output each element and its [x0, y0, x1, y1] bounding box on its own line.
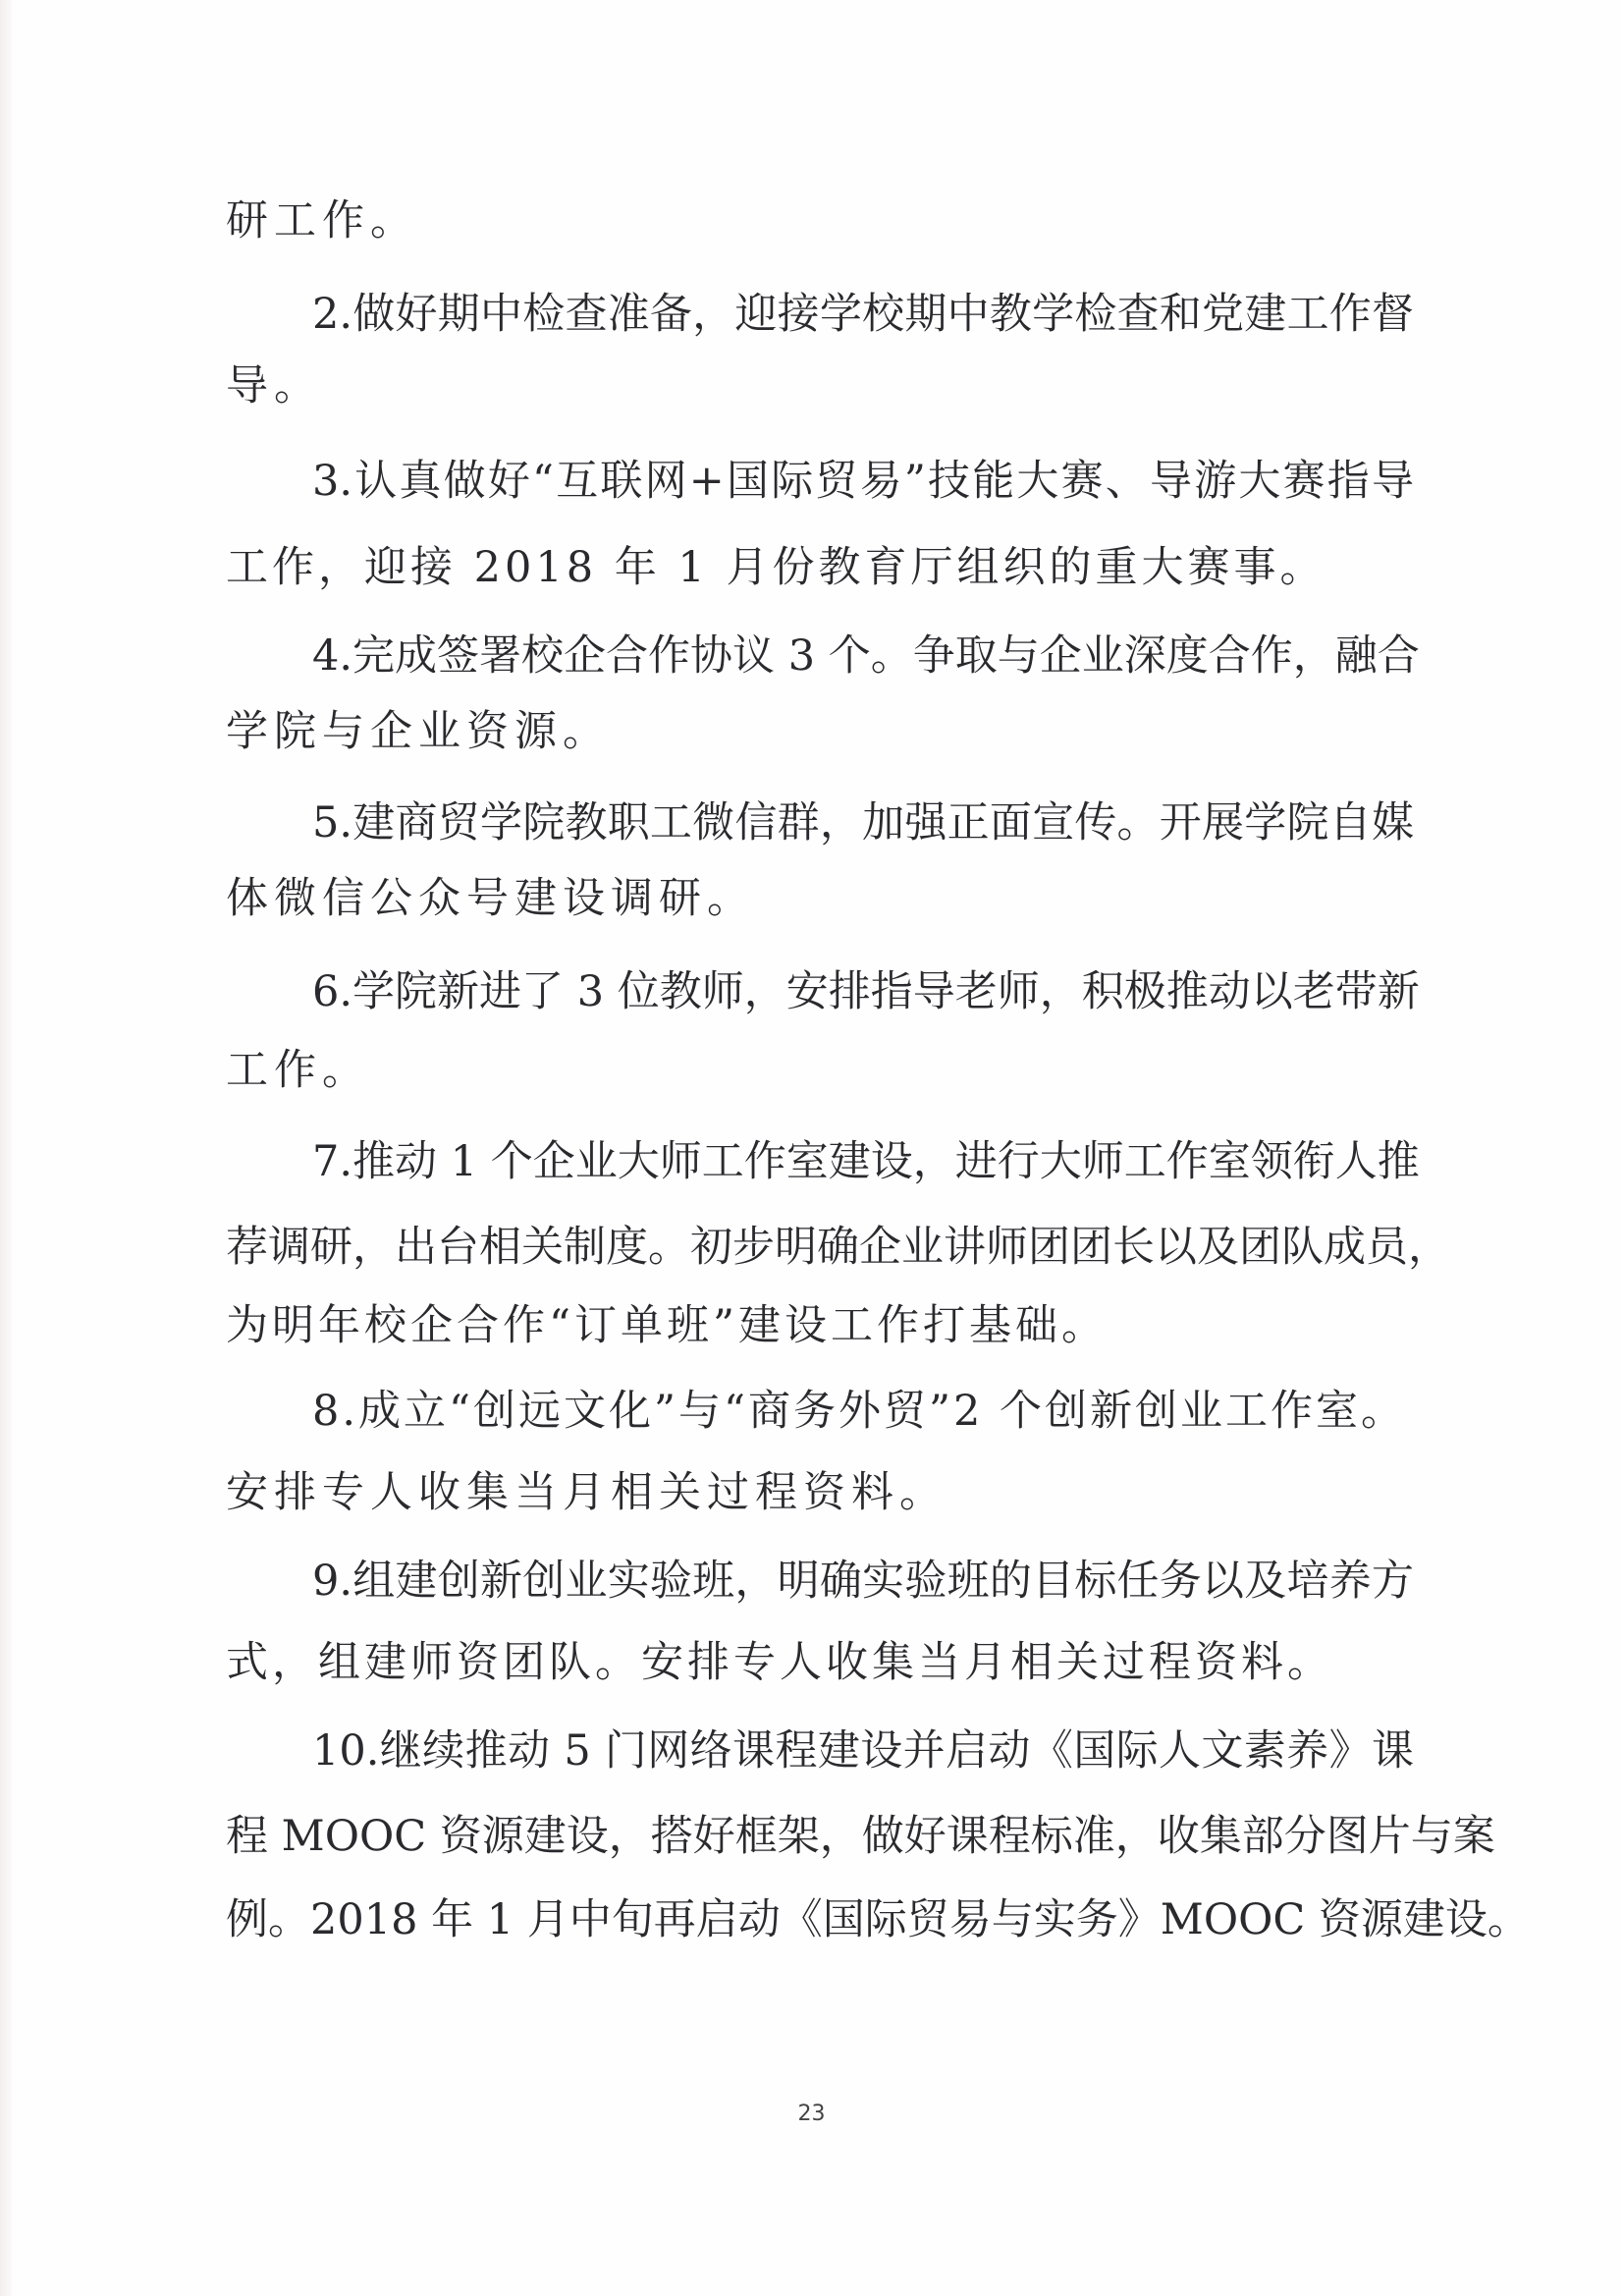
list-item-10-line-1: 10.继续推动 5 门网络课程建设并启动《国际人文素养》课: [312, 1726, 1414, 1776]
list-item-8-line-2: 安排专人收集当月相关过程资料。: [226, 1468, 947, 1517]
list-item-8-line-1: 8.成立“创远文化”与“商务外贸”2 个创新创业工作室。: [312, 1387, 1406, 1436]
list-item-5-line-1: 5.建商贸学院教职工微信群，加强正面宣传。开展学院自媒: [312, 798, 1414, 847]
list-item-4-line-1: 4.完成签署校企合作协议 3 个。争取与企业深度合作，融合: [312, 631, 1420, 681]
list-item-4-line-2: 学院与企业资源。: [226, 707, 611, 756]
list-item-10-line-2: 程 MOOC 资源建设，搭好框架，做好课程标准，收集部分图片与案: [226, 1812, 1495, 1861]
text-line: 研工作。: [226, 196, 418, 246]
page-number: 23: [797, 2102, 826, 2126]
list-item-7-line-3: 为明年校企合作“订单班”建设工作打基础。: [226, 1301, 1108, 1350]
list-item-6-line-1: 6.学院新进了 3 位教师，安排指导老师，积极推动以老带新: [312, 967, 1420, 1016]
list-item-10-line-3: 例。2018 年 1 月中旬再启动《国际贸易与实务》MOOC 资源建设。: [226, 1895, 1530, 1944]
list-item-2-line-2: 导。: [226, 361, 322, 410]
list-item-2-line-1: 2.做好期中检查准备，迎接学校期中教学检查和党建工作督: [312, 290, 1414, 339]
list-item-5-line-2: 体微信公众号建设调研。: [226, 874, 755, 923]
list-item-3-line-2: 工作，迎接 2018 年 1 月份教育厅组织的重大赛事。: [226, 543, 1326, 592]
list-item-3-line-1: 3.认真做好“互联网+国际贸易”技能大赛、导游大赛指导: [312, 457, 1414, 506]
list-item-9-line-2: 式，组建师资团队。安排专人收集当月相关过程资料。: [226, 1638, 1333, 1687]
list-item-9-line-1: 9.组建创新创业实验班，明确实验班的目标任务以及培养方: [312, 1557, 1414, 1606]
list-item-7-line-1: 7.推动 1 个企业大师工作室建设，进行大师工作室领衔人推: [312, 1137, 1420, 1186]
list-item-7-line-2: 荐调研，出台相关制度。初步明确企业讲师团团长以及团队成员，: [226, 1223, 1450, 1272]
list-item-6-line-2: 工作。: [226, 1046, 370, 1095]
